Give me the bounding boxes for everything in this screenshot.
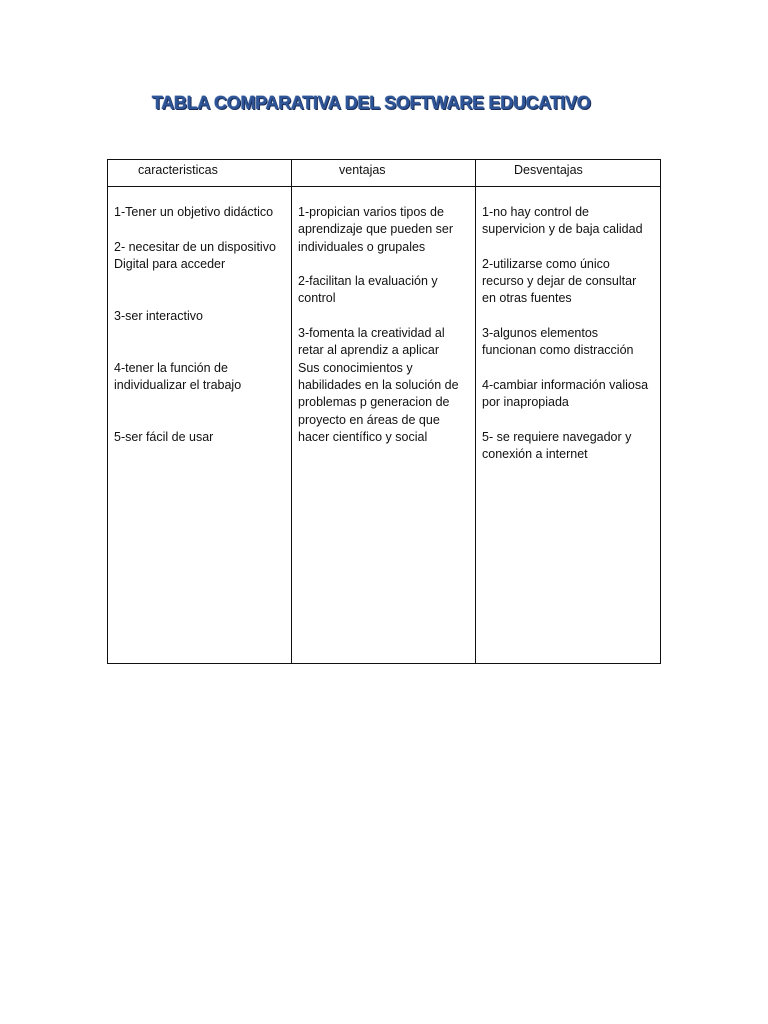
list-item: 2- necesitar de un dispositivo Digital para acceder [114,239,276,271]
document-title: TABLA COMPARATIVA DEL SOFTWARE EDUCATIVO [152,93,591,113]
list-item: 5- se requiere navegador y conexión a internet [482,429,632,462]
header-label: Desventajas [514,163,583,177]
list-item: 3-ser interactivo [114,308,203,323]
table-header-caracteristicas [108,160,292,187]
list-item: 2-utilizarse como único recurso y dejar de consultar en otras fuentes [482,256,637,306]
table-header-ventajas [292,160,476,187]
list-item: 3-algunos elementos funcionan como distracción [482,326,634,358]
list-item: 1-no hay control de supervicion y de baja calidad [482,205,643,237]
column-ventajas [292,187,476,663]
header-label: ventajas [339,163,386,177]
header-label: caracteristicas [138,163,218,177]
comparison-table [107,159,661,664]
list-item: 4-cambiar información valiosa por inapropiada [482,377,649,410]
list-item: 5-ser fácil de usar [114,429,214,444]
table-header-desventajas [476,160,660,187]
list-item: 4-tener la función de individualizar el trabajo [114,360,242,392]
list-item: 3-fomenta la creatividad al retar al aprendiz a aplicar Sus conocimientos y habilidades en la solución de problemas p generacion de proyecto en áreas de que hacer científico y social [298,326,459,444]
list-item: 1-propician varios tipos de aprendizaje que pueden ser individuales o grupales [298,205,453,254]
list-item: 2-facilitan la evaluación y control [298,274,438,306]
list-item: 1-Tener un objetivo didáctico [114,205,274,219]
column-desventajas [476,187,660,663]
column-caracteristicas [108,187,292,663]
